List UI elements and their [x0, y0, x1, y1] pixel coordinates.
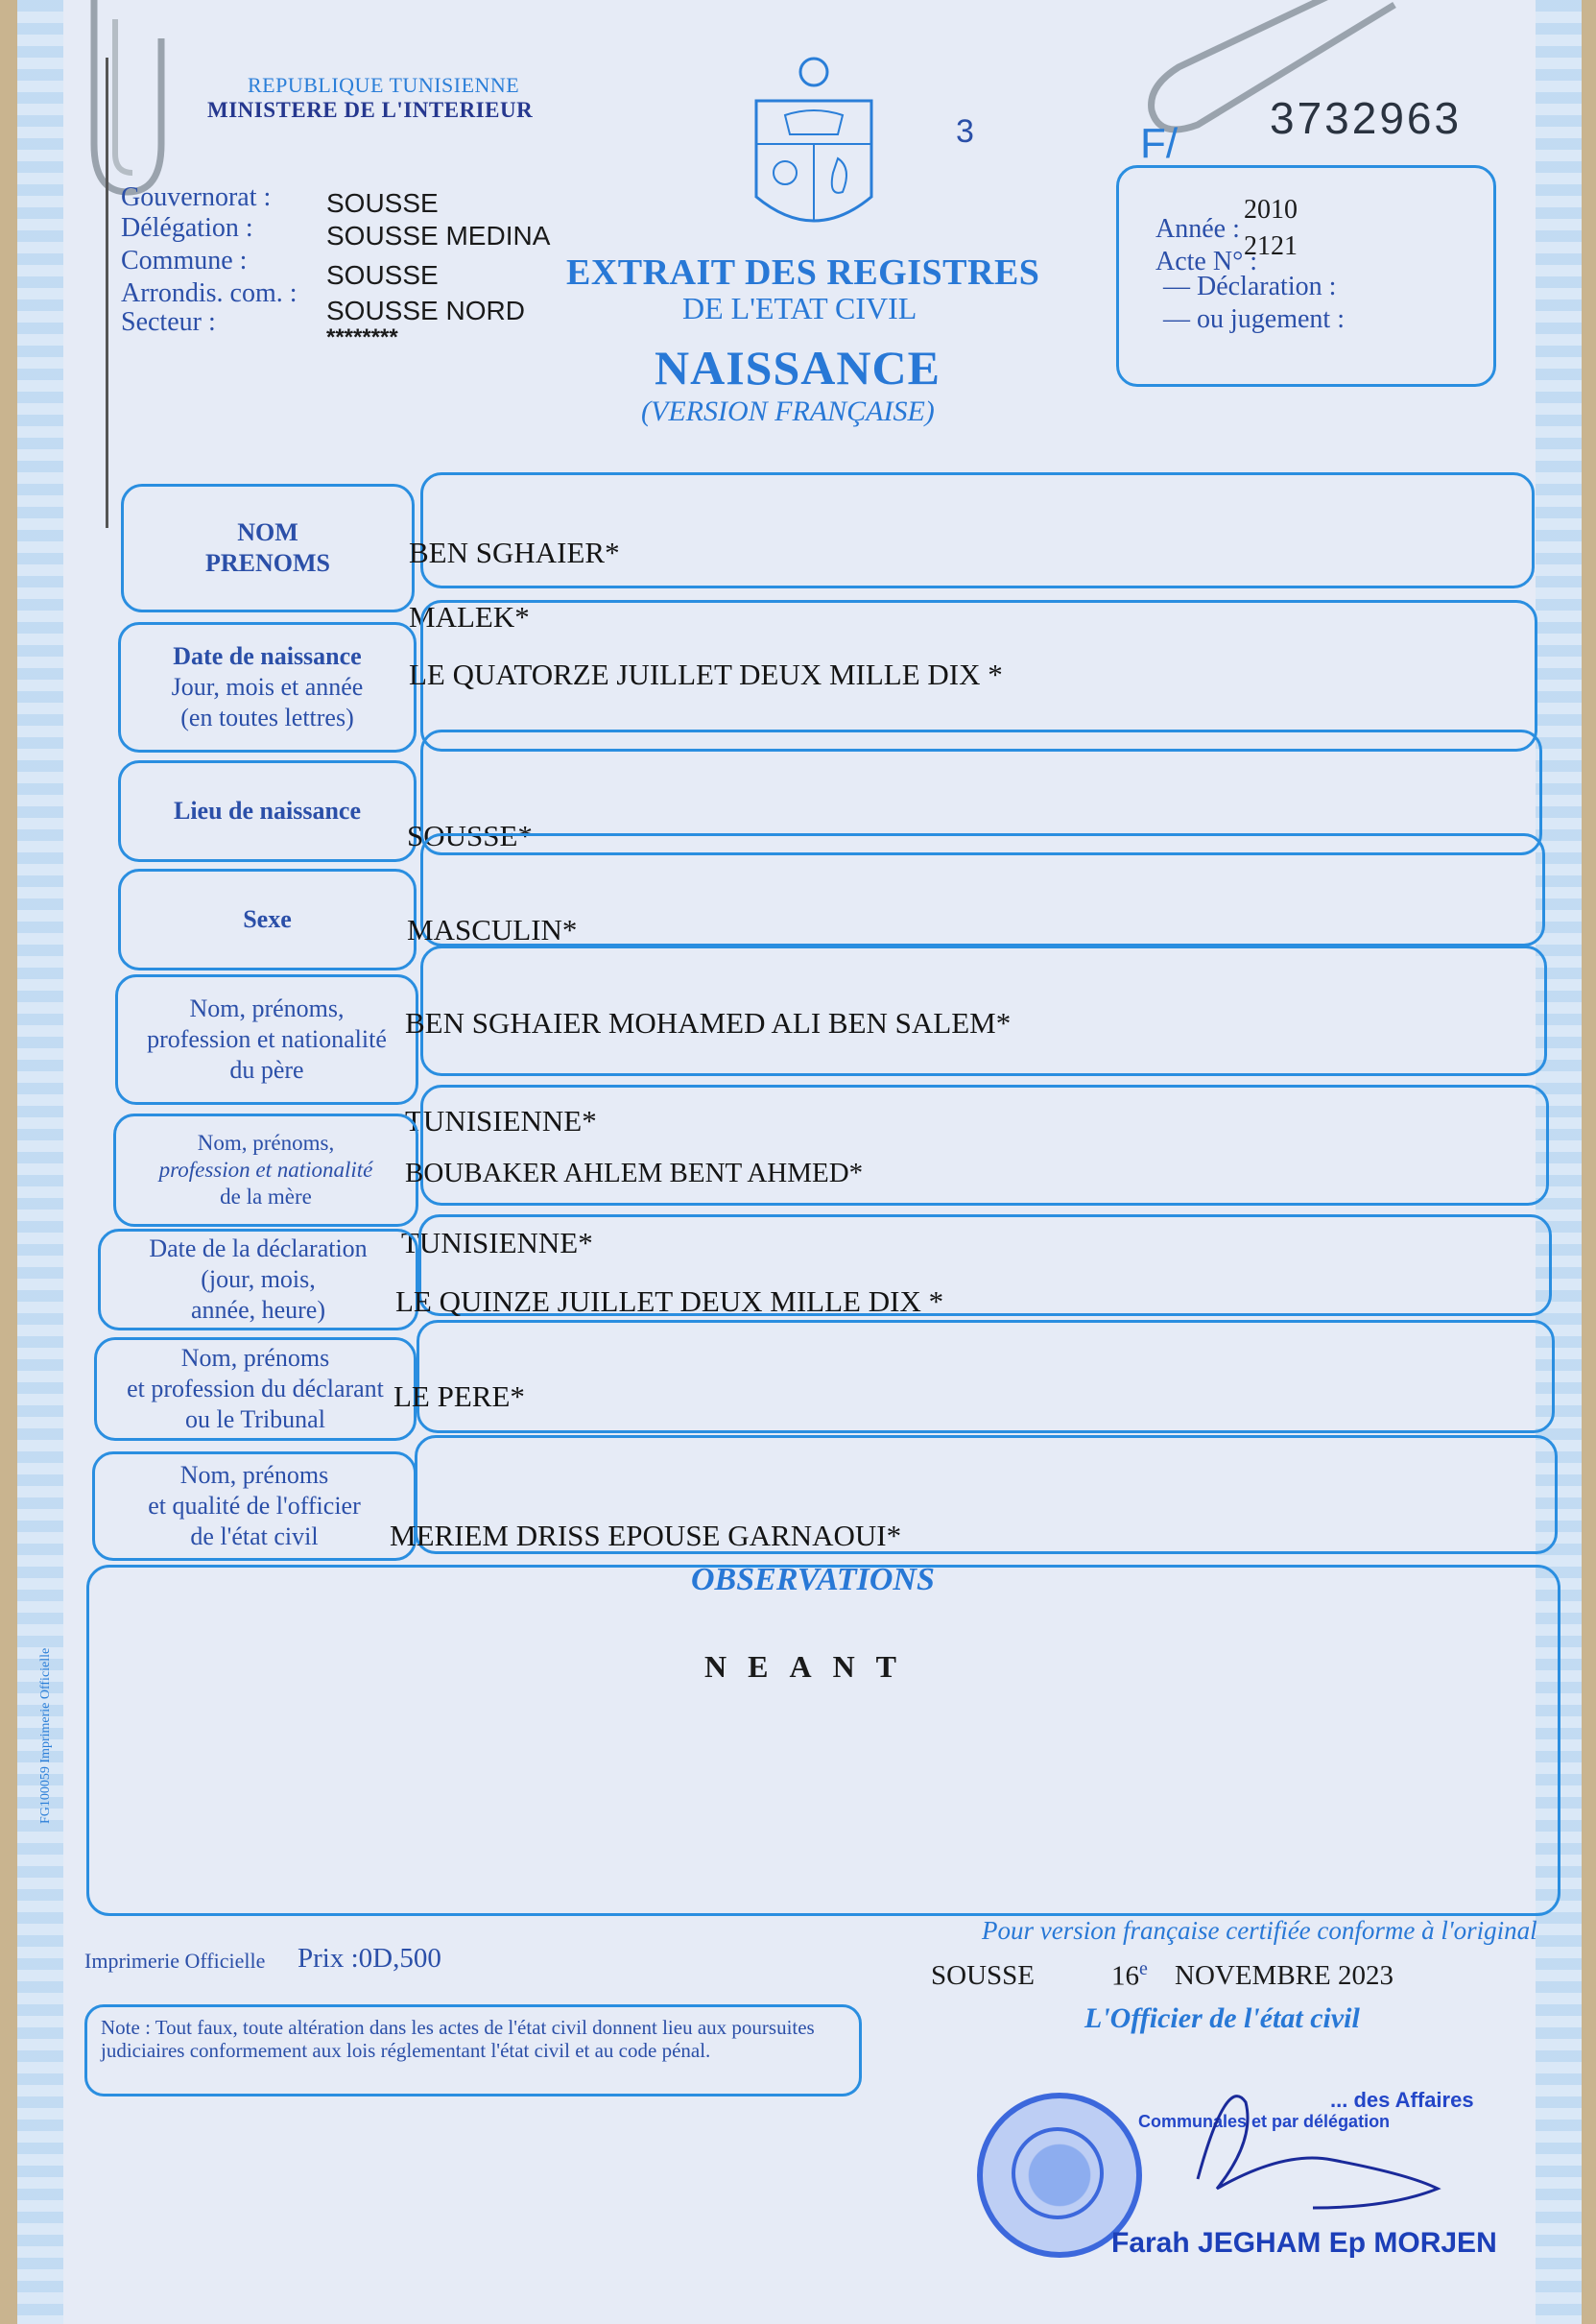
- sexe-label: [118, 869, 417, 970]
- coat-of-arms-emblem: [747, 53, 881, 245]
- sexe-value: MASCULIN*: [407, 913, 578, 946]
- observations-value: NEANT: [704, 1649, 918, 1684]
- mere-label-line2: profession et nationalité: [158, 1157, 373, 1182]
- document-title: EXTRAIT DES REGISTRES: [566, 252, 1040, 293]
- serial-prefix: F/: [1140, 120, 1179, 167]
- date-naissance-label-line3: (en toutes lettres): [180, 703, 354, 731]
- prix-label: Prix :0D,500: [298, 1943, 441, 1974]
- mere-label: [113, 1114, 418, 1227]
- officier-label-line3: de l'état civil: [190, 1521, 319, 1550]
- declaration-label-line3: année, heure): [190, 1295, 326, 1324]
- handwritten-mark: 3: [956, 113, 974, 150]
- annee-value: 2010: [1244, 195, 1298, 225]
- stamp-text-line1: ... des Affaires: [1330, 2088, 1474, 2112]
- serial-number: 3732963: [1270, 93, 1463, 143]
- declaration-label-line2: (jour, mois,: [201, 1265, 316, 1294]
- declaration-date-value: LE QUINZE JUILLET DEUX MILLE DIX *: [395, 1284, 944, 1318]
- legal-note: Note : Tout faux, toute altération dans les actes de l'état civil donnent lieu aux poursuites judiciaires conformement aux lois réglementant l'état civil et au code pénal.: [101, 2016, 815, 2062]
- handwritten-signature: [1140, 2064, 1457, 2237]
- imprimerie-label: Imprimerie Officielle: [84, 1949, 266, 1973]
- date-naissance-label-line1: Date de naissance: [173, 642, 362, 671]
- pere-label: [115, 974, 418, 1105]
- declarant-field: [417, 1320, 1555, 1433]
- version-label: (VERSION FRANÇAISE): [641, 395, 935, 427]
- birth-certificate: [17, 0, 1582, 2324]
- officier-value: MERIEM DRISS EPOUSE GARNAOUI*: [390, 1519, 902, 1552]
- pere-label-line1: Nom, prénoms,: [189, 994, 345, 1023]
- issue-day: [1111, 1958, 1148, 1993]
- officier-label: [92, 1451, 417, 1561]
- signatory-name: Farah JEGHAM Ep MORJEN: [1111, 2227, 1497, 2259]
- ministry-label: MINISTERE DE L'INTERIEUR: [207, 98, 534, 122]
- mere-value: BOUBAKER AHLEM BENT AHMED*: [405, 1158, 864, 1188]
- mere-label-line1: Nom, prénoms,: [197, 1130, 335, 1155]
- date-naissance-label: [118, 622, 417, 753]
- gouvernorat-value: SOUSSE: [326, 188, 439, 218]
- certification-note: Pour version française certifiée conforme à l'original: [982, 1916, 1537, 1945]
- stamp-text-line2: Communales et par délégation: [1138, 2112, 1391, 2131]
- prenoms-label: PRENOMS: [205, 549, 330, 577]
- secteur-label: Secteur :: [121, 307, 216, 337]
- pere-label-line3: du père: [229, 1055, 304, 1084]
- side-print-code: FG100059 Imprimerie Officielle: [38, 1647, 53, 1824]
- commune-value: SOUSSE: [326, 260, 439, 290]
- acte-number-value: 2121: [1244, 231, 1298, 261]
- declaration-label: — Déclaration :: [1163, 272, 1337, 301]
- delegation-value: SOUSSE MEDINA: [326, 221, 551, 251]
- republic-label: REPUBLIQUE TUNISIENNE: [248, 73, 520, 97]
- nom-label: NOM: [237, 518, 298, 547]
- acte-info-box: [1116, 165, 1496, 387]
- jugement-label: — ou jugement :: [1163, 304, 1345, 334]
- lieu-naissance-label-text: Lieu de naissance: [173, 797, 362, 826]
- declarant-label-line2: et profession du déclarant: [127, 1375, 384, 1403]
- issue-month-year: NOVEMBRE 2023: [1175, 1960, 1394, 1991]
- sexe-label-text: Sexe: [243, 905, 292, 934]
- issue-city: SOUSSE: [931, 1960, 1035, 1991]
- declaration-date-label: [98, 1229, 418, 1330]
- sexe-field: [420, 833, 1545, 946]
- pere-value: BEN SGHAIER MOHAMED ALI BEN SALEM*: [405, 1006, 1012, 1040]
- issue-day-suffix: e: [1139, 1958, 1148, 1979]
- acte-number-label: Acte N° :: [1155, 247, 1258, 276]
- officier-label-line1: Nom, prénoms: [179, 1461, 329, 1490]
- lieu-naissance-label: [118, 760, 417, 862]
- officier-label-line2: et qualité de l'officier: [148, 1492, 361, 1521]
- margin-line: [106, 58, 108, 528]
- observations-box: [86, 1565, 1560, 1916]
- document-type: NAISSANCE: [655, 341, 941, 395]
- declarant-label-line3: ou le Tribunal: [185, 1404, 325, 1433]
- delegation-label: Délégation :: [121, 213, 253, 243]
- officier-title: L'Officier de l'état civil: [1084, 2002, 1360, 2034]
- date-naissance-value: LE QUATORZE JUILLET DEUX MILLE DIX *: [409, 658, 1003, 691]
- commune-label: Commune :: [121, 246, 248, 276]
- document-subtitle: DE L'ETAT CIVIL: [682, 291, 917, 325]
- mere-nationalite-value: TUNISIENNE*: [401, 1226, 593, 1259]
- pere-nationalite-value: TUNISIENNE*: [405, 1104, 597, 1138]
- nom-prenoms-label: [121, 484, 415, 612]
- gouvernorat-label: Gouvernorat :: [121, 182, 272, 212]
- arrondissement-label: Arrondis. com. :: [121, 278, 298, 308]
- nom-prenoms-field: [420, 472, 1535, 588]
- declarant-label-line1: Nom, prénoms: [180, 1344, 330, 1373]
- seal-inner-ring: [1012, 2127, 1104, 2219]
- nom-value: BEN SGHAIER*: [409, 536, 620, 569]
- declarant-label: [94, 1337, 417, 1441]
- declarant-value: LE PERE*: [393, 1379, 525, 1413]
- issue-day-number: 16: [1111, 1960, 1139, 1992]
- date-naissance-label-line2: Jour, mois et année: [171, 673, 364, 702]
- observations-title: OBSERVATIONS: [691, 1562, 935, 1597]
- secteur-value: ********: [326, 324, 398, 350]
- arrondissement-value: SOUSSE NORD: [326, 296, 525, 325]
- paper-clip-left: [56, 0, 180, 211]
- prenom-value: MALEK*: [409, 600, 530, 634]
- lieu-naissance-value: SOUSSE*: [407, 819, 533, 852]
- mere-label-line3: de la mère: [220, 1185, 312, 1210]
- declaration-label-line1: Date de la déclaration: [149, 1234, 368, 1263]
- annee-label: Année :: [1155, 214, 1240, 244]
- legal-note-box: [84, 2004, 862, 2096]
- left-decorative-border: [17, 0, 63, 2324]
- pere-label-line2: profession et nationalité: [147, 1025, 387, 1054]
